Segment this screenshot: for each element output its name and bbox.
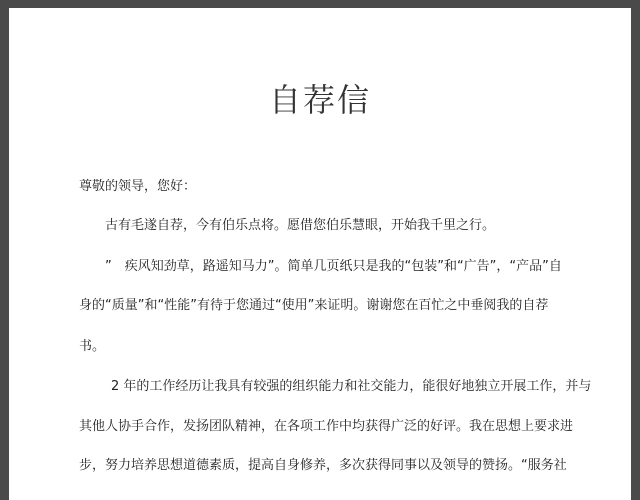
paragraph-2-line-1: ” 疾风知劲草，路遥知马力”。简单几页纸只是我的“包装”和“广告”，“产品”自 [105,259,562,274]
paragraph-1-line-1: 古有毛遂自荐，今有伯乐点将。愿借您伯乐慧眼，开始我千里之行。 [105,218,496,233]
paragraph-2-line-2: 身的“质量”和“性能”有待于您通过“使用”来证明。谢谢您在百忙之中垂阅我的自荐 [79,298,549,313]
document-page [9,8,631,500]
paragraph-3-line-2: 其他人协手合作，发扬团队精神，在各项工作中均获得广泛的好评。我在思想上要求进 [79,419,574,434]
paragraph-2-line-3: 书。 [79,339,106,354]
paragraph-3-line-3: 步，努力培养思想道德素质，提高自身修养，多次获得同事以及领导的赞扬。“服务社 [79,458,567,473]
paragraph-3-line-1: 2 年的工作经历让我具有较强的组织能力和社交能力，能很好地独立开展工作，并与 [111,379,592,394]
document-title: 自荐信 [268,81,371,119]
salutation: 尊敬的领导，您好： [79,179,197,194]
